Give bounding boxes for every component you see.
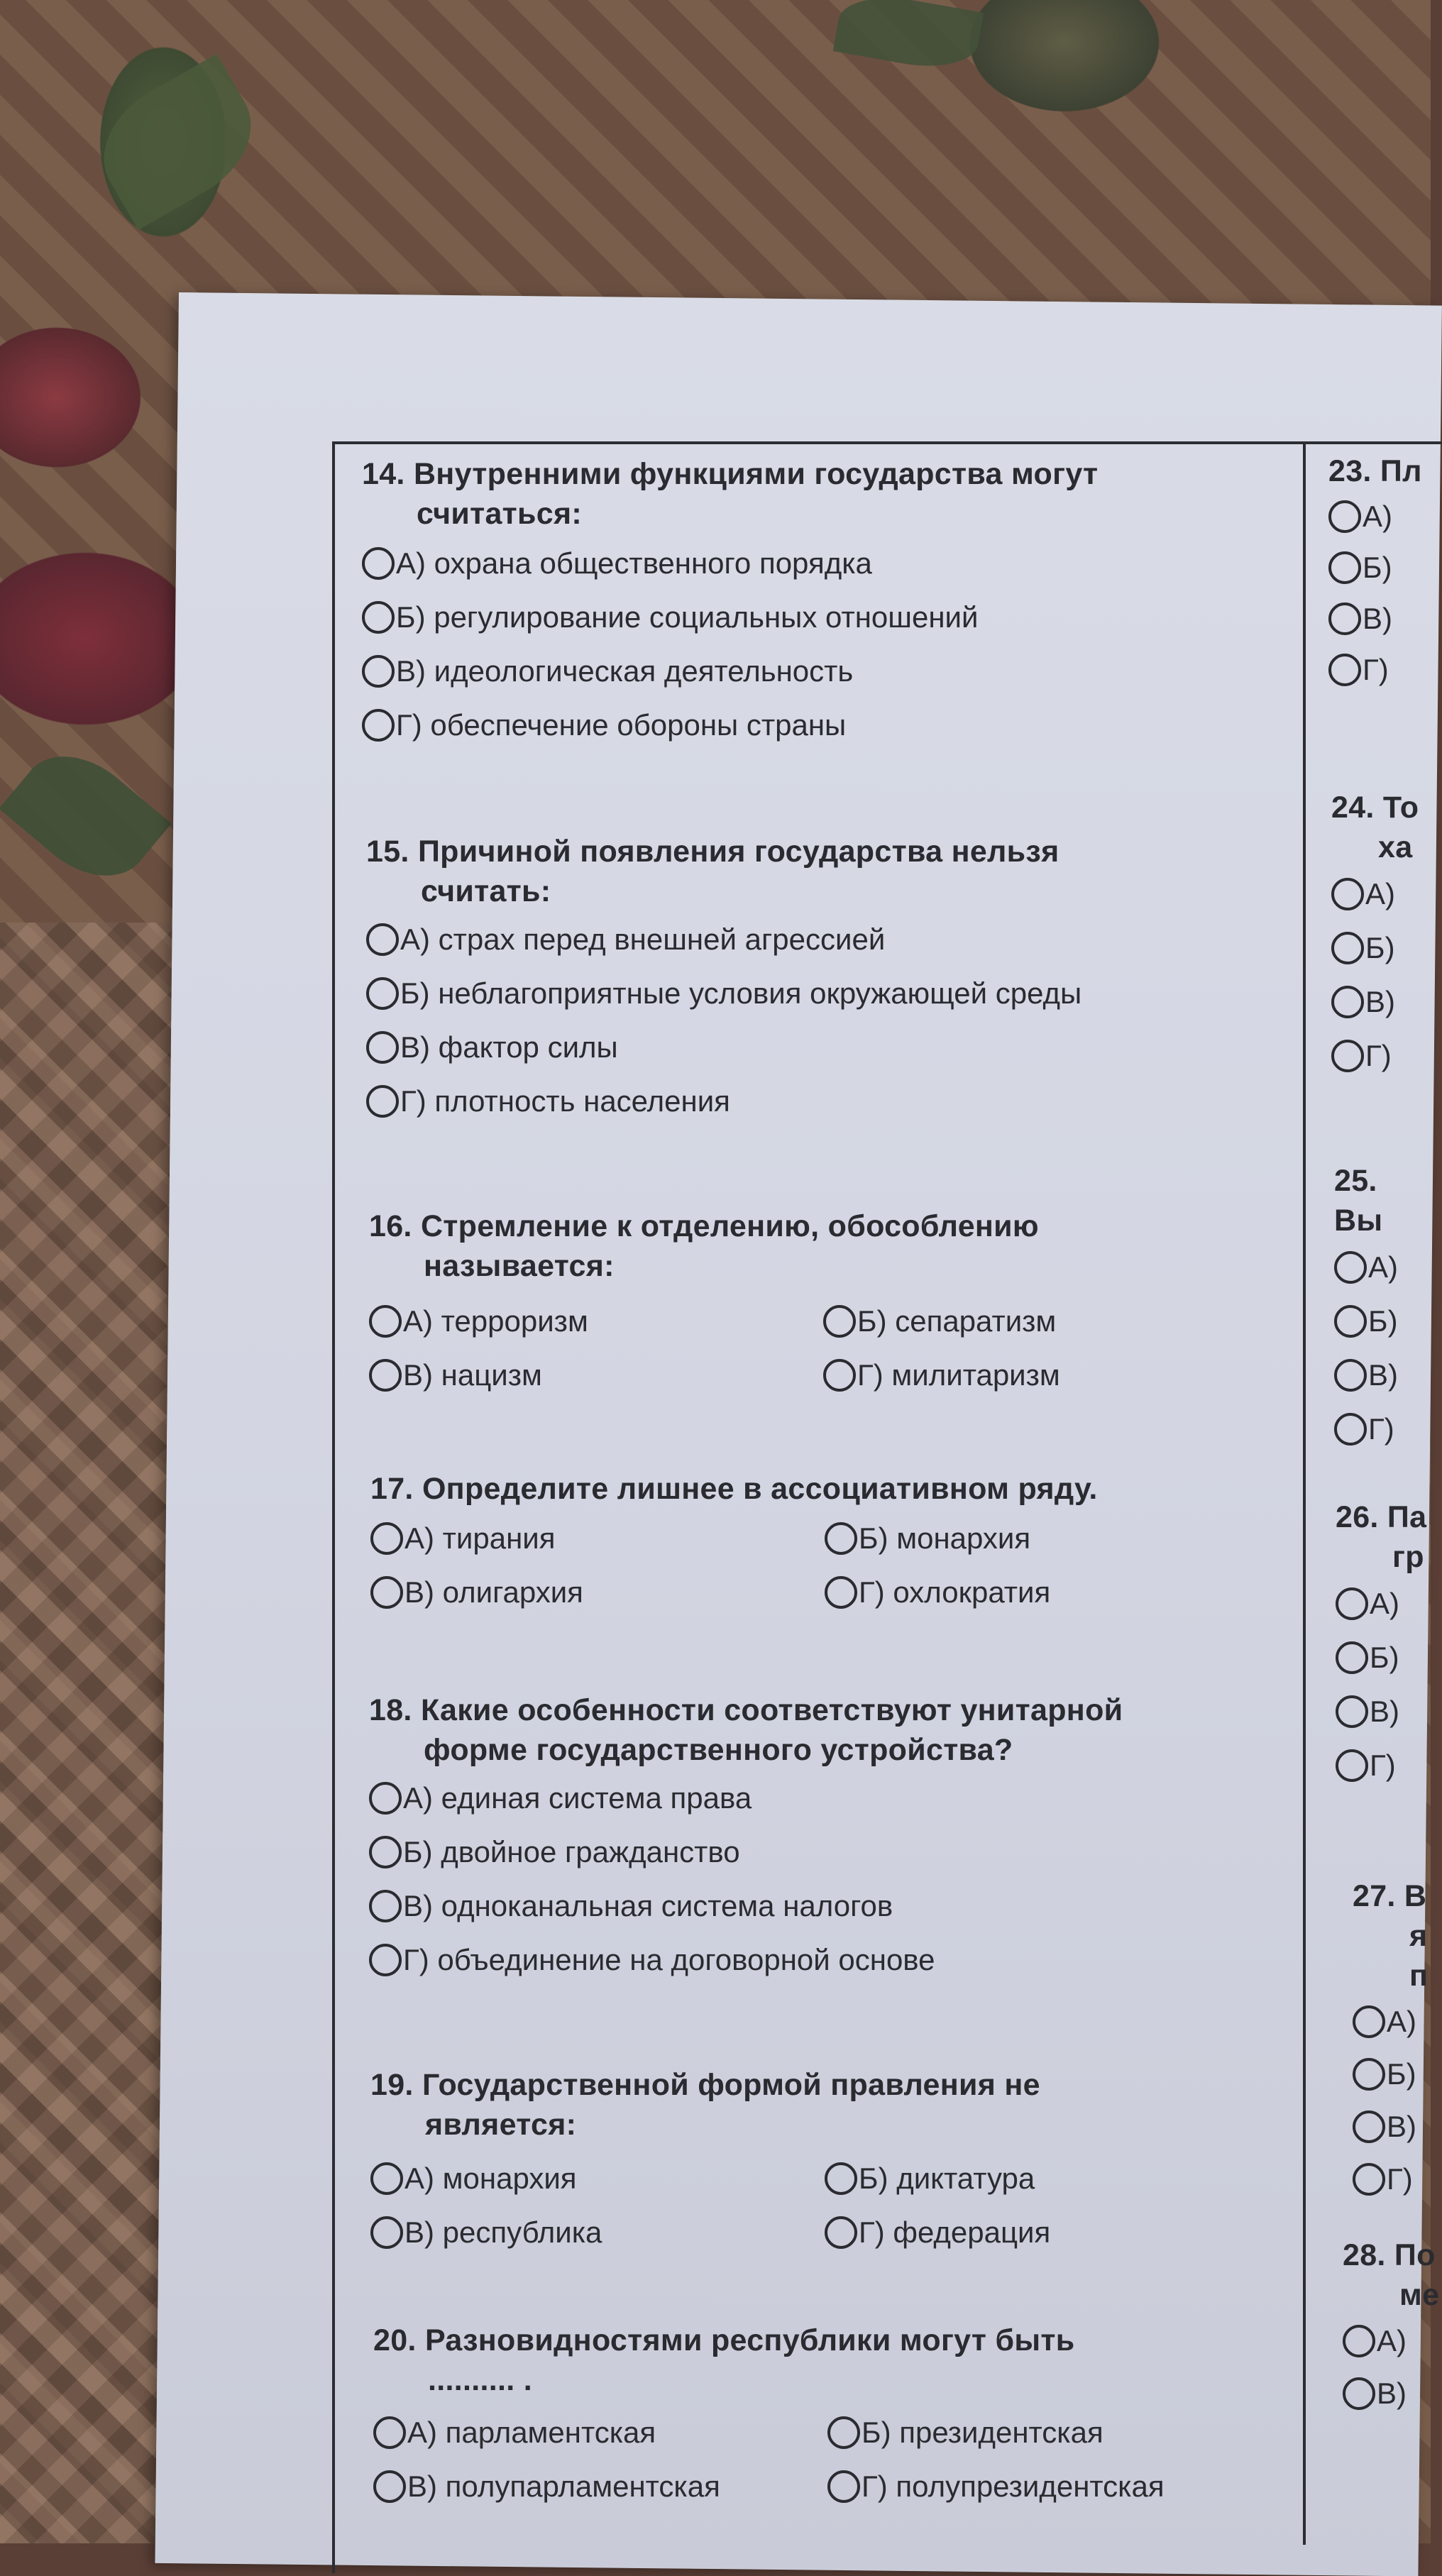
radio-circle-icon[interactable] (1334, 1305, 1367, 1338)
radio-circle-icon[interactable] (362, 547, 395, 580)
radio-circle-icon[interactable] (1336, 1641, 1368, 1674)
answer-option-a[interactable]: А) (1343, 2315, 1439, 2367)
radio-circle-icon[interactable] (1334, 1413, 1367, 1446)
radio-circle-icon[interactable] (362, 601, 395, 634)
radio-circle-icon[interactable] (1328, 500, 1361, 533)
answer-option-v[interactable]: В) республика (370, 2206, 825, 2259)
question-title: 19. Государственной формой правления не является: (370, 2068, 1040, 2142)
answer-option-v[interactable]: В) (1334, 1348, 1431, 1402)
answer-option-b[interactable]: Б) двойное гражданство (369, 1825, 1306, 1879)
radio-circle-icon[interactable] (369, 1890, 402, 1922)
question-title-cont: ме (1399, 2278, 1440, 2312)
radio-circle-icon[interactable] (1336, 1587, 1368, 1620)
question-24-partial (1331, 788, 1419, 1083)
answer-option-v[interactable]: В) олигархия (370, 1565, 825, 1619)
question-title: 24. То (1331, 791, 1419, 825)
answer-option-a[interactable]: А) (1336, 1577, 1426, 1631)
question-27-partial (1353, 1876, 1428, 2206)
answer-option-b[interactable]: Б) сепаратизм (823, 1294, 1277, 1348)
radio-circle-icon[interactable] (1331, 986, 1364, 1018)
answer-option-b[interactable]: Б) монархия (825, 1512, 1279, 1565)
question-14 (362, 454, 1299, 752)
answer-option-b[interactable]: Б) президентская (827, 2406, 1282, 2460)
radio-circle-icon[interactable] (362, 655, 395, 688)
answer-option-a[interactable]: А) (1328, 491, 1422, 542)
answer-option-b[interactable]: Б) (1336, 1631, 1426, 1685)
question-title: 23. Пл (1328, 454, 1422, 488)
question-18 (369, 1690, 1306, 1987)
radio-circle-icon[interactable] (370, 1576, 403, 1609)
answer-option-v[interactable]: В) (1343, 2367, 1439, 2420)
radio-circle-icon[interactable] (369, 1944, 402, 1976)
question-title: 18. Какие особенности соответствуют унитарной форме государственного устройства? (369, 1693, 1123, 1767)
answer-option-v[interactable]: В) (1353, 2101, 1428, 2153)
answer-option-b[interactable]: Б) неблагоприятные условия окружающей среды (366, 967, 1303, 1020)
question-title-cont: гр (1392, 1540, 1424, 1574)
answer-option-b[interactable]: Б) диктатура (825, 2152, 1279, 2206)
answer-option-v[interactable]: В) фактор силы (366, 1020, 1303, 1074)
answer-option-b[interactable]: Б) (1328, 542, 1422, 593)
answer-option-b[interactable]: Б) (1334, 1294, 1431, 1348)
question-26-partial (1336, 1497, 1426, 1793)
question-title: 27. В (1353, 1879, 1427, 1913)
answer-option-b[interactable]: Б) (1353, 2048, 1428, 2101)
radio-circle-icon[interactable] (370, 2216, 403, 2249)
radio-circle-icon[interactable] (1336, 1749, 1368, 1782)
answer-option-v[interactable]: В) (1336, 1685, 1426, 1739)
radio-circle-icon[interactable] (825, 2216, 857, 2249)
answer-option-v[interactable]: В) одноканальная система налогов (369, 1879, 1306, 1933)
radio-circle-icon[interactable] (1334, 1251, 1367, 1284)
question-28-partial (1343, 2235, 1439, 2420)
radio-circle-icon[interactable] (366, 1085, 399, 1118)
answer-option-g[interactable]: Г) (1331, 1029, 1419, 1083)
answer-option-b[interactable]: Б) (1331, 921, 1419, 975)
answer-option-g[interactable]: Г) (1328, 644, 1422, 695)
question-19 (370, 2065, 1307, 2259)
radio-circle-icon[interactable] (1334, 1359, 1367, 1392)
question-17 (370, 1469, 1307, 1619)
radio-circle-icon[interactable] (369, 1305, 402, 1338)
answer-option-a[interactable]: А) парламентская (373, 2406, 827, 2460)
radio-circle-icon[interactable] (823, 1305, 856, 1338)
radio-circle-icon[interactable] (825, 1522, 857, 1555)
radio-circle-icon[interactable] (366, 923, 399, 956)
radio-circle-icon[interactable] (1353, 2163, 1385, 2196)
question-title: 25. Вы (1334, 1164, 1383, 1238)
answer-option-v[interactable]: В) нацизм (369, 1348, 823, 1402)
question-title: 14. Внутренними функциями государства могут считаться: (362, 457, 1099, 531)
question-20 (373, 2321, 1310, 2514)
question-title: 17. Определите лишнее в ассоциативном ряду. (370, 1472, 1098, 1506)
question-25-partial (1334, 1161, 1431, 1456)
answer-option-a[interactable]: А) (1331, 867, 1419, 921)
answer-option-g[interactable]: Г) милитаризм (823, 1348, 1277, 1402)
answer-option-a[interactable]: А) страх перед внешней агрессией (366, 913, 1303, 967)
radio-circle-icon[interactable] (1328, 551, 1361, 584)
answer-option-g[interactable]: Г) (1336, 1739, 1426, 1793)
question-16 (369, 1206, 1306, 1402)
answer-option-v[interactable]: В) (1328, 593, 1422, 644)
answer-option-a[interactable]: А) охрана общественного порядка (362, 536, 1299, 590)
answer-option-a[interactable]: А) тирания (370, 1512, 825, 1565)
question-title: 26. Па (1336, 1500, 1427, 1534)
radio-circle-icon[interactable] (1353, 2058, 1385, 2091)
radio-circle-icon[interactable] (1353, 2110, 1385, 2143)
radio-circle-icon[interactable] (1353, 2005, 1385, 2038)
radio-circle-icon[interactable] (369, 1359, 402, 1392)
answer-option-a[interactable]: А) (1334, 1240, 1431, 1294)
question-title: 28. По (1343, 2238, 1436, 2272)
answer-option-v[interactable]: В) полупарламентская (373, 2460, 827, 2514)
answer-option-a[interactable]: А) единая система права (369, 1771, 1306, 1825)
radio-circle-icon[interactable] (1343, 2377, 1375, 2410)
question-23-partial (1328, 451, 1422, 695)
radio-circle-icon[interactable] (370, 2162, 403, 2195)
radio-circle-icon[interactable] (369, 1836, 402, 1868)
radio-circle-icon[interactable] (827, 2416, 860, 2449)
radio-circle-icon[interactable] (1328, 602, 1361, 635)
radio-circle-icon[interactable] (1328, 654, 1361, 686)
answer-option-g[interactable]: Г) (1353, 2153, 1428, 2206)
question-title: 20. Разновидностями республики могут быть .......... . (373, 2323, 1075, 2397)
question-title: 16. Стремление к отделению, обособлению называется: (369, 1209, 1039, 1283)
answer-option-g[interactable]: Г) обеспечение обороны страны (362, 698, 1299, 752)
radio-circle-icon[interactable] (373, 2416, 406, 2449)
radio-circle-icon[interactable] (366, 1031, 399, 1064)
radio-circle-icon[interactable] (827, 2470, 860, 2503)
radio-circle-icon[interactable] (370, 1522, 403, 1555)
answer-option-a[interactable]: А) терроризм (369, 1294, 823, 1348)
question-title-cont: п (1409, 1959, 1429, 1993)
question-title: 15. Причиной появления государства нельзя считать: (366, 835, 1060, 908)
radio-circle-icon[interactable] (823, 1359, 856, 1392)
radio-circle-icon[interactable] (825, 1576, 857, 1609)
question-title-cont: я (1409, 1919, 1428, 1953)
radio-circle-icon[interactable] (1343, 2325, 1375, 2357)
answer-option-b[interactable]: Б) регулирование социальных отношений (362, 590, 1299, 644)
radio-circle-icon[interactable] (1331, 1040, 1364, 1072)
radio-circle-icon[interactable] (1331, 932, 1364, 964)
answer-option-a[interactable]: А) монархия (370, 2152, 825, 2206)
answer-option-v[interactable]: В) (1331, 975, 1419, 1029)
answer-option-g[interactable]: Г) объединение на договорной основе (369, 1933, 1306, 1987)
answer-option-g[interactable]: Г) плотность населения (366, 1074, 1303, 1128)
answer-option-v[interactable]: В) идеологическая деятельность (362, 644, 1299, 698)
radio-circle-icon[interactable] (362, 709, 395, 742)
answer-option-a[interactable]: А) (1353, 1996, 1428, 2048)
answer-option-g[interactable]: Г) охлократия (825, 1565, 1279, 1619)
radio-circle-icon[interactable] (366, 977, 399, 1010)
radio-circle-icon[interactable] (369, 1782, 402, 1815)
question-15 (366, 832, 1303, 1128)
radio-circle-icon[interactable] (825, 2162, 857, 2195)
radio-circle-icon[interactable] (1331, 878, 1364, 910)
answer-option-g[interactable]: Г) полупрезидентская (827, 2460, 1282, 2514)
answer-option-g[interactable]: Г) (1334, 1402, 1431, 1456)
question-title-cont: ха (1378, 830, 1413, 864)
radio-circle-icon[interactable] (373, 2470, 406, 2503)
radio-circle-icon[interactable] (1336, 1695, 1368, 1728)
answer-option-g[interactable]: Г) федерация (825, 2206, 1279, 2259)
